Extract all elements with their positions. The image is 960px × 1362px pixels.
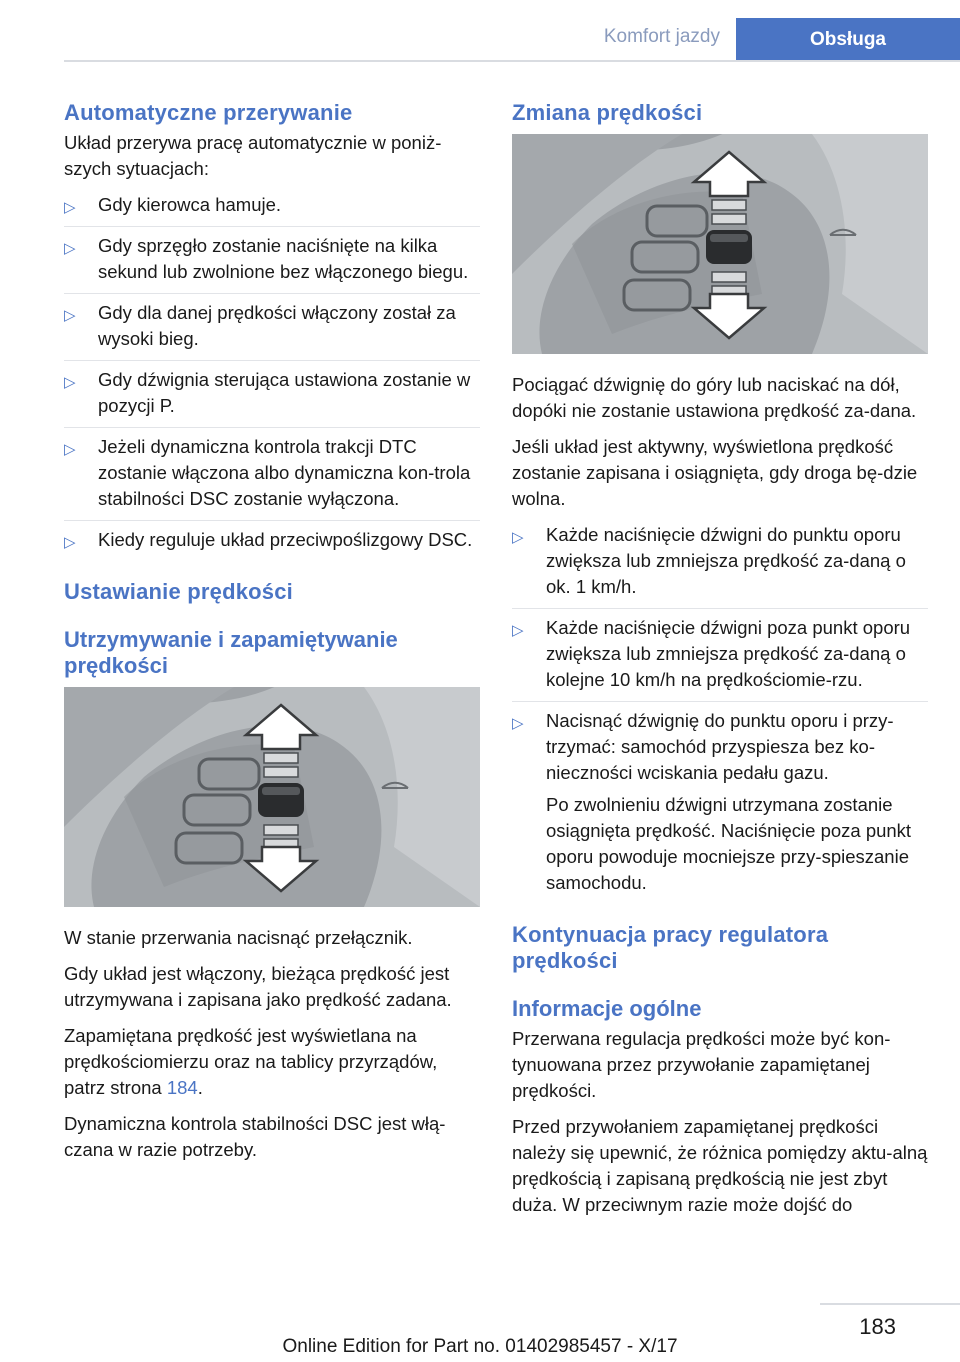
triangle-bullet-icon: ▷: [512, 529, 524, 546]
paragraph-auto-interrupt: Układ przerywa pracę automatycznie w poniż‐szych sytuacjach:: [64, 132, 442, 179]
list-item-text: Gdy dźwignia sterująca ustawiona zostanie w pozycji P.: [98, 369, 471, 416]
triangle-bullet-icon: ▷: [64, 199, 76, 216]
list-item: [64, 233, 480, 294]
triangle-bullet-icon: ▷: [64, 240, 76, 257]
chapter-tab[interactable]: Obsługa: [736, 18, 960, 62]
list-item: [64, 300, 480, 361]
list-item: [64, 434, 480, 521]
paragraph-resume: Przerwana regulacja prędkości może być kon‐tynuowana przez przywołanie zapamiętanej prędkości.: [512, 1028, 891, 1101]
steering-wheel-lever-illustration: [512, 134, 928, 354]
paragraph-dsc: Dynamiczna kontrola stabilności DSC jest włą‐czana w razie potrzeby.: [64, 1113, 446, 1160]
triangle-bullet-icon: ▷: [512, 622, 524, 639]
list-item-text: Każde naciśnięcie dźwigni poza punkt oporu zwiększa lub zmniejsza prędkość za‐daną o kolejne 10 km/h na prędkościomie‐rzu.: [546, 617, 911, 690]
paragraph-pull-lever: Pociągać dźwignię do góry lub naciskać na dół, dopóki nie zostanie ustawiona prędkość za‐dana.: [512, 374, 917, 421]
triangle-bullet-icon: ▷: [512, 715, 524, 732]
triangle-bullet-icon: ▷: [64, 534, 76, 551]
list-item: [64, 192, 480, 227]
section-tab[interactable]: Komfort jazdy: [603, 26, 720, 47]
list-item: [512, 522, 928, 609]
list-item-text: Jeżeli dynamiczna kontrola trakcji DTC zostanie włączona albo dynamiczna kon‐trola stabilności DSC zostanie wyłączona.: [98, 436, 471, 509]
steering-wheel-lever-illustration: [64, 687, 480, 907]
paragraph-system-on: Gdy układ jest włączony, bieżąca prędkość jest utrzymywana i zapisana jako prędkość zadana.: [64, 963, 452, 1010]
list-item: [512, 708, 928, 904]
triangle-bullet-icon: ▷: [64, 441, 76, 458]
page-reference-link[interactable]: 184: [166, 1077, 198, 1098]
paragraph-before-recall: Przed przywołaniem zapamiętanej prędkości należy się upewnić, że różnica pomiędzy aktu‐alną prędkością i zapisaną prędkością nie jest zbyt duża. W przeciwnym razie może dojść do: [512, 1116, 928, 1215]
list-item-text: Każde naciśnięcie dźwigni do punktu oporu zwiększa lub zmniejsza prędkość za‐daną o ok. 1 km/h.: [546, 524, 906, 597]
paragraph-stored-speed: [64, 1023, 480, 1101]
list-item-text: Gdy kierowca hamuje.: [98, 194, 282, 215]
heading-set-speed: Ustawianie prędkości: [64, 579, 293, 604]
left-column: [64, 100, 480, 1173]
list-item-text: Gdy sprzęgło zostanie naciśnięte na kilka sekund lub zwolnione bez włączonego biegu.: [98, 235, 469, 282]
list-item-text: Gdy dla danej prędkości włączony został za wysoki bieg.: [98, 302, 456, 349]
list-item: [64, 527, 480, 561]
list-item-text: Nacisnąć dźwignię do punktu oporu i przy‐trzymać: samochód przyspiesza bez ko‐nieczności wciskania pedału gazu.: [546, 710, 894, 783]
triangle-bullet-icon: ▷: [64, 374, 76, 391]
list-item-subparagraph: Po zwolnieniu dźwigni utrzymana zostanie osiągnięta prędkość. Naciśnięcie poza punkt oporu powoduje mocniejsze przy‐spieszanie samochodu.: [546, 794, 912, 893]
paragraph-press-switch: W stanie przerwania nacisnąć przełącznik.: [64, 927, 413, 948]
header-divider: [64, 60, 960, 62]
paragraph-system-active: Jeśli układ jest aktywny, wyświetlona prędkość zostanie zapisana i osiągnięta, gdy droga bę‐dzie wolna.: [512, 436, 918, 509]
list-item-text: Kiedy reguluje układ przeciwpoślizgowy DSC.: [98, 529, 473, 550]
heading-auto-interrupt: Automatyczne przerywanie: [64, 100, 353, 125]
footer-divider: [820, 1303, 960, 1305]
page-number: 183: [859, 1314, 896, 1339]
edition-footer: Online Edition for Part no. 01402985457 - X/17: [282, 1336, 678, 1357]
heading-change-speed: Zmiana prędkości: [512, 100, 703, 125]
list-item: [512, 615, 928, 702]
paragraph-text: Zapamiętana prędkość jest wyświetlana na prędkościomierzu oraz na tablicy przyrządów, patrz strona: [64, 1025, 438, 1098]
speed-change-list: [512, 522, 928, 904]
heading-continue-cruise: Kontynuacja pracy regulatora prędkości: [512, 922, 829, 973]
right-column: [512, 100, 928, 1228]
heading-hold-speed: Utrzymywanie i zapamiętywanie prędkości: [64, 627, 398, 678]
page-header: [0, 0, 960, 62]
interrupt-list: [64, 192, 480, 561]
triangle-bullet-icon: ▷: [64, 307, 76, 324]
list-item: [64, 367, 480, 428]
paragraph-text: .: [197, 1077, 203, 1098]
heading-general-info: Informacje ogólne: [512, 996, 702, 1021]
